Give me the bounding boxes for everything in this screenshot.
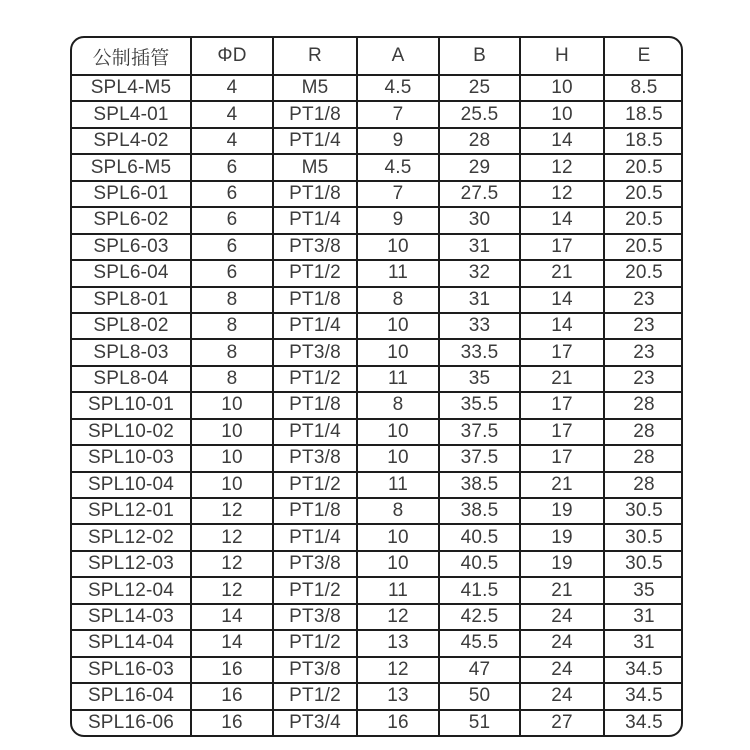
column-header-r: R: [273, 37, 357, 75]
table-cell-h: 14: [520, 128, 604, 154]
table-cell-a: 10: [357, 524, 439, 550]
table-cell-d: 12: [191, 551, 273, 577]
table-cell-b: 37.5: [439, 419, 520, 445]
table-cell-e: 20.5: [604, 234, 683, 260]
table-cell-r: PT3/8: [273, 657, 357, 683]
table-cell-a: 12: [357, 604, 439, 630]
table-cell-h: 21: [520, 260, 604, 286]
table-cell-r: PT1/8: [273, 287, 357, 313]
table-body: [71, 75, 683, 736]
table-cell-d: 6: [191, 154, 273, 180]
table-cell-a: 11: [357, 260, 439, 286]
table-cell-r: PT1/8: [273, 181, 357, 207]
table-row: [71, 313, 683, 339]
spec-table: [70, 36, 683, 737]
table-cell-d: 16: [191, 710, 273, 737]
table-cell-e: 30.5: [604, 524, 683, 550]
table-cell-model: SPL10-04: [71, 472, 191, 498]
table-cell-model: SPL10-01: [71, 392, 191, 418]
table-cell-a: 10: [357, 339, 439, 365]
table-cell-r: PT3/8: [273, 551, 357, 577]
table-cell-d: 16: [191, 683, 273, 709]
table-cell-h: 24: [520, 683, 604, 709]
table-cell-d: 8: [191, 366, 273, 392]
table-cell-b: 25.5: [439, 101, 520, 127]
table-cell-r: PT1/4: [273, 128, 357, 154]
table-cell-d: 12: [191, 524, 273, 550]
table-cell-b: 40.5: [439, 551, 520, 577]
table-cell-e: 23: [604, 313, 683, 339]
table-cell-r: PT1/4: [273, 207, 357, 233]
table-cell-b: 28: [439, 128, 520, 154]
table-cell-a: 13: [357, 683, 439, 709]
table-cell-h: 17: [520, 339, 604, 365]
table-cell-model: SPL8-01: [71, 287, 191, 313]
table-row: [71, 366, 683, 392]
table-cell-e: 28: [604, 392, 683, 418]
table-cell-r: PT1/4: [273, 524, 357, 550]
table-cell-model: SPL16-04: [71, 683, 191, 709]
table-cell-h: 14: [520, 287, 604, 313]
table-cell-b: 47: [439, 657, 520, 683]
table-cell-d: 6: [191, 234, 273, 260]
table-cell-e: 18.5: [604, 128, 683, 154]
table-cell-e: 35: [604, 577, 683, 603]
table-cell-e: 34.5: [604, 710, 683, 737]
table-row: [71, 551, 683, 577]
table-cell-a: 10: [357, 445, 439, 471]
table-cell-a: 10: [357, 551, 439, 577]
table-cell-model: SPL12-04: [71, 577, 191, 603]
table-cell-b: 41.5: [439, 577, 520, 603]
table-row: [71, 683, 683, 709]
table-cell-r: PT3/8: [273, 234, 357, 260]
table-row: [71, 392, 683, 418]
table-cell-model: SPL4-02: [71, 128, 191, 154]
table-cell-b: 35.5: [439, 392, 520, 418]
table-cell-a: 7: [357, 101, 439, 127]
column-header-h: H: [520, 37, 604, 75]
table-row: [71, 181, 683, 207]
table-cell-a: 10: [357, 234, 439, 260]
table-row: [71, 657, 683, 683]
table-cell-d: 8: [191, 339, 273, 365]
column-header-model: 公制插管: [71, 37, 191, 75]
table-cell-e: 34.5: [604, 657, 683, 683]
table-header: [71, 37, 683, 75]
table-cell-h: 17: [520, 445, 604, 471]
table-cell-h: 19: [520, 551, 604, 577]
table-cell-h: 24: [520, 630, 604, 656]
table-cell-b: 33.5: [439, 339, 520, 365]
table-cell-a: 11: [357, 577, 439, 603]
table-cell-b: 38.5: [439, 472, 520, 498]
table-cell-model: SPL4-M5: [71, 75, 191, 101]
table-cell-model: SPL14-04: [71, 630, 191, 656]
table-cell-e: 20.5: [604, 181, 683, 207]
table-cell-h: 21: [520, 577, 604, 603]
table-cell-d: 8: [191, 313, 273, 339]
table-cell-r: PT3/8: [273, 604, 357, 630]
table-cell-e: 31: [604, 630, 683, 656]
table-cell-a: 16: [357, 710, 439, 737]
table-cell-model: SPL6-02: [71, 207, 191, 233]
table-cell-d: 10: [191, 472, 273, 498]
table-cell-d: 12: [191, 498, 273, 524]
table-cell-e: 8.5: [604, 75, 683, 101]
table-cell-d: 6: [191, 181, 273, 207]
table-cell-e: 34.5: [604, 683, 683, 709]
table-cell-e: 28: [604, 419, 683, 445]
table-row: [71, 630, 683, 656]
table-cell-b: 27.5: [439, 181, 520, 207]
table-cell-a: 10: [357, 313, 439, 339]
table-cell-a: 12: [357, 657, 439, 683]
metric-tube-spec-table: [70, 36, 683, 737]
table-cell-e: 20.5: [604, 154, 683, 180]
table-cell-e: 18.5: [604, 101, 683, 127]
column-header-d: ΦD: [191, 37, 273, 75]
table-cell-h: 21: [520, 366, 604, 392]
table-cell-r: M5: [273, 75, 357, 101]
table-cell-b: 45.5: [439, 630, 520, 656]
table-cell-e: 28: [604, 445, 683, 471]
table-cell-b: 30: [439, 207, 520, 233]
table-cell-r: PT1/8: [273, 392, 357, 418]
table-cell-d: 8: [191, 287, 273, 313]
table-cell-e: 31: [604, 604, 683, 630]
table-cell-h: 21: [520, 472, 604, 498]
table-cell-a: 13: [357, 630, 439, 656]
table-row: [71, 287, 683, 313]
table-row: [71, 128, 683, 154]
table-cell-a: 9: [357, 207, 439, 233]
table-cell-b: 50: [439, 683, 520, 709]
table-cell-e: 28: [604, 472, 683, 498]
table-cell-r: PT1/2: [273, 472, 357, 498]
table-cell-model: SPL6-M5: [71, 154, 191, 180]
table-row: [71, 498, 683, 524]
table-cell-a: 7: [357, 181, 439, 207]
table-cell-r: PT3/8: [273, 445, 357, 471]
table-cell-d: 6: [191, 207, 273, 233]
table-cell-e: 23: [604, 339, 683, 365]
table-cell-d: 4: [191, 75, 273, 101]
table-row: [71, 154, 683, 180]
table-cell-a: 4.5: [357, 75, 439, 101]
table-cell-e: 23: [604, 287, 683, 313]
table-cell-d: 14: [191, 630, 273, 656]
table-cell-b: 29: [439, 154, 520, 180]
table-cell-r: PT1/2: [273, 366, 357, 392]
table-cell-e: 23: [604, 366, 683, 392]
table-cell-r: M5: [273, 154, 357, 180]
header-row: [71, 37, 683, 75]
table-cell-d: 10: [191, 419, 273, 445]
table-cell-r: PT1/4: [273, 313, 357, 339]
table-cell-h: 19: [520, 524, 604, 550]
table-row: [71, 472, 683, 498]
table-row: [71, 577, 683, 603]
table-cell-model: SPL8-02: [71, 313, 191, 339]
table-cell-model: SPL8-03: [71, 339, 191, 365]
table-cell-r: PT1/2: [273, 630, 357, 656]
column-header-b: B: [439, 37, 520, 75]
table-cell-model: SPL12-01: [71, 498, 191, 524]
table-cell-e: 20.5: [604, 260, 683, 286]
table-cell-model: SPL8-04: [71, 366, 191, 392]
table-cell-r: PT1/2: [273, 577, 357, 603]
table-cell-r: PT1/8: [273, 498, 357, 524]
table-cell-h: 27: [520, 710, 604, 737]
table-cell-d: 4: [191, 101, 273, 127]
table-cell-d: 12: [191, 577, 273, 603]
table-cell-r: PT3/8: [273, 339, 357, 365]
table-cell-h: 14: [520, 207, 604, 233]
table-cell-model: SPL4-01: [71, 101, 191, 127]
table-cell-r: PT3/4: [273, 710, 357, 737]
table-cell-h: 24: [520, 604, 604, 630]
table-row: [71, 524, 683, 550]
table-cell-h: 17: [520, 392, 604, 418]
table-cell-model: SPL10-02: [71, 419, 191, 445]
table-row: [71, 445, 683, 471]
table-cell-d: 10: [191, 445, 273, 471]
table-cell-model: SPL12-03: [71, 551, 191, 577]
table-cell-r: PT1/8: [273, 101, 357, 127]
table-row: [71, 207, 683, 233]
table-cell-a: 9: [357, 128, 439, 154]
table-cell-e: 20.5: [604, 207, 683, 233]
table-cell-h: 19: [520, 498, 604, 524]
table-cell-b: 32: [439, 260, 520, 286]
table-cell-a: 4.5: [357, 154, 439, 180]
column-header-e: E: [604, 37, 683, 75]
column-header-a: A: [357, 37, 439, 75]
table-cell-a: 11: [357, 366, 439, 392]
table-cell-b: 25: [439, 75, 520, 101]
table-cell-h: 24: [520, 657, 604, 683]
table-row: [71, 339, 683, 365]
table-cell-d: 10: [191, 392, 273, 418]
table-cell-model: SPL14-03: [71, 604, 191, 630]
table-cell-b: 38.5: [439, 498, 520, 524]
table-row: [71, 101, 683, 127]
table-cell-b: 51: [439, 710, 520, 737]
table-cell-r: PT1/4: [273, 419, 357, 445]
table-cell-a: 10: [357, 419, 439, 445]
table-cell-b: 33: [439, 313, 520, 339]
table-cell-b: 35: [439, 366, 520, 392]
table-cell-h: 17: [520, 234, 604, 260]
table-cell-b: 31: [439, 234, 520, 260]
table-cell-d: 4: [191, 128, 273, 154]
table-cell-model: SPL6-03: [71, 234, 191, 260]
table-cell-d: 16: [191, 657, 273, 683]
table-cell-d: 6: [191, 260, 273, 286]
table-cell-h: 14: [520, 313, 604, 339]
table-cell-model: SPL16-03: [71, 657, 191, 683]
table-cell-h: 12: [520, 181, 604, 207]
table-row: [71, 75, 683, 101]
table-cell-model: SPL12-02: [71, 524, 191, 550]
table-cell-r: PT1/2: [273, 683, 357, 709]
table-cell-a: 8: [357, 287, 439, 313]
table-cell-b: 42.5: [439, 604, 520, 630]
table-cell-b: 37.5: [439, 445, 520, 471]
table-row: [71, 710, 683, 737]
table-cell-h: 10: [520, 101, 604, 127]
table-cell-model: SPL6-04: [71, 260, 191, 286]
table-row: [71, 604, 683, 630]
table-cell-a: 8: [357, 498, 439, 524]
table-cell-r: PT1/2: [273, 260, 357, 286]
table-cell-e: 30.5: [604, 498, 683, 524]
table-cell-b: 31: [439, 287, 520, 313]
table-cell-model: SPL10-03: [71, 445, 191, 471]
table-cell-a: 8: [357, 392, 439, 418]
table-cell-h: 10: [520, 75, 604, 101]
table-cell-e: 30.5: [604, 551, 683, 577]
table-row: [71, 419, 683, 445]
table-cell-h: 17: [520, 419, 604, 445]
table-cell-b: 40.5: [439, 524, 520, 550]
table-cell-a: 11: [357, 472, 439, 498]
table-row: [71, 260, 683, 286]
table-cell-h: 12: [520, 154, 604, 180]
table-cell-d: 14: [191, 604, 273, 630]
table-cell-model: SPL16-06: [71, 710, 191, 737]
table-cell-model: SPL6-01: [71, 181, 191, 207]
table-row: [71, 234, 683, 260]
